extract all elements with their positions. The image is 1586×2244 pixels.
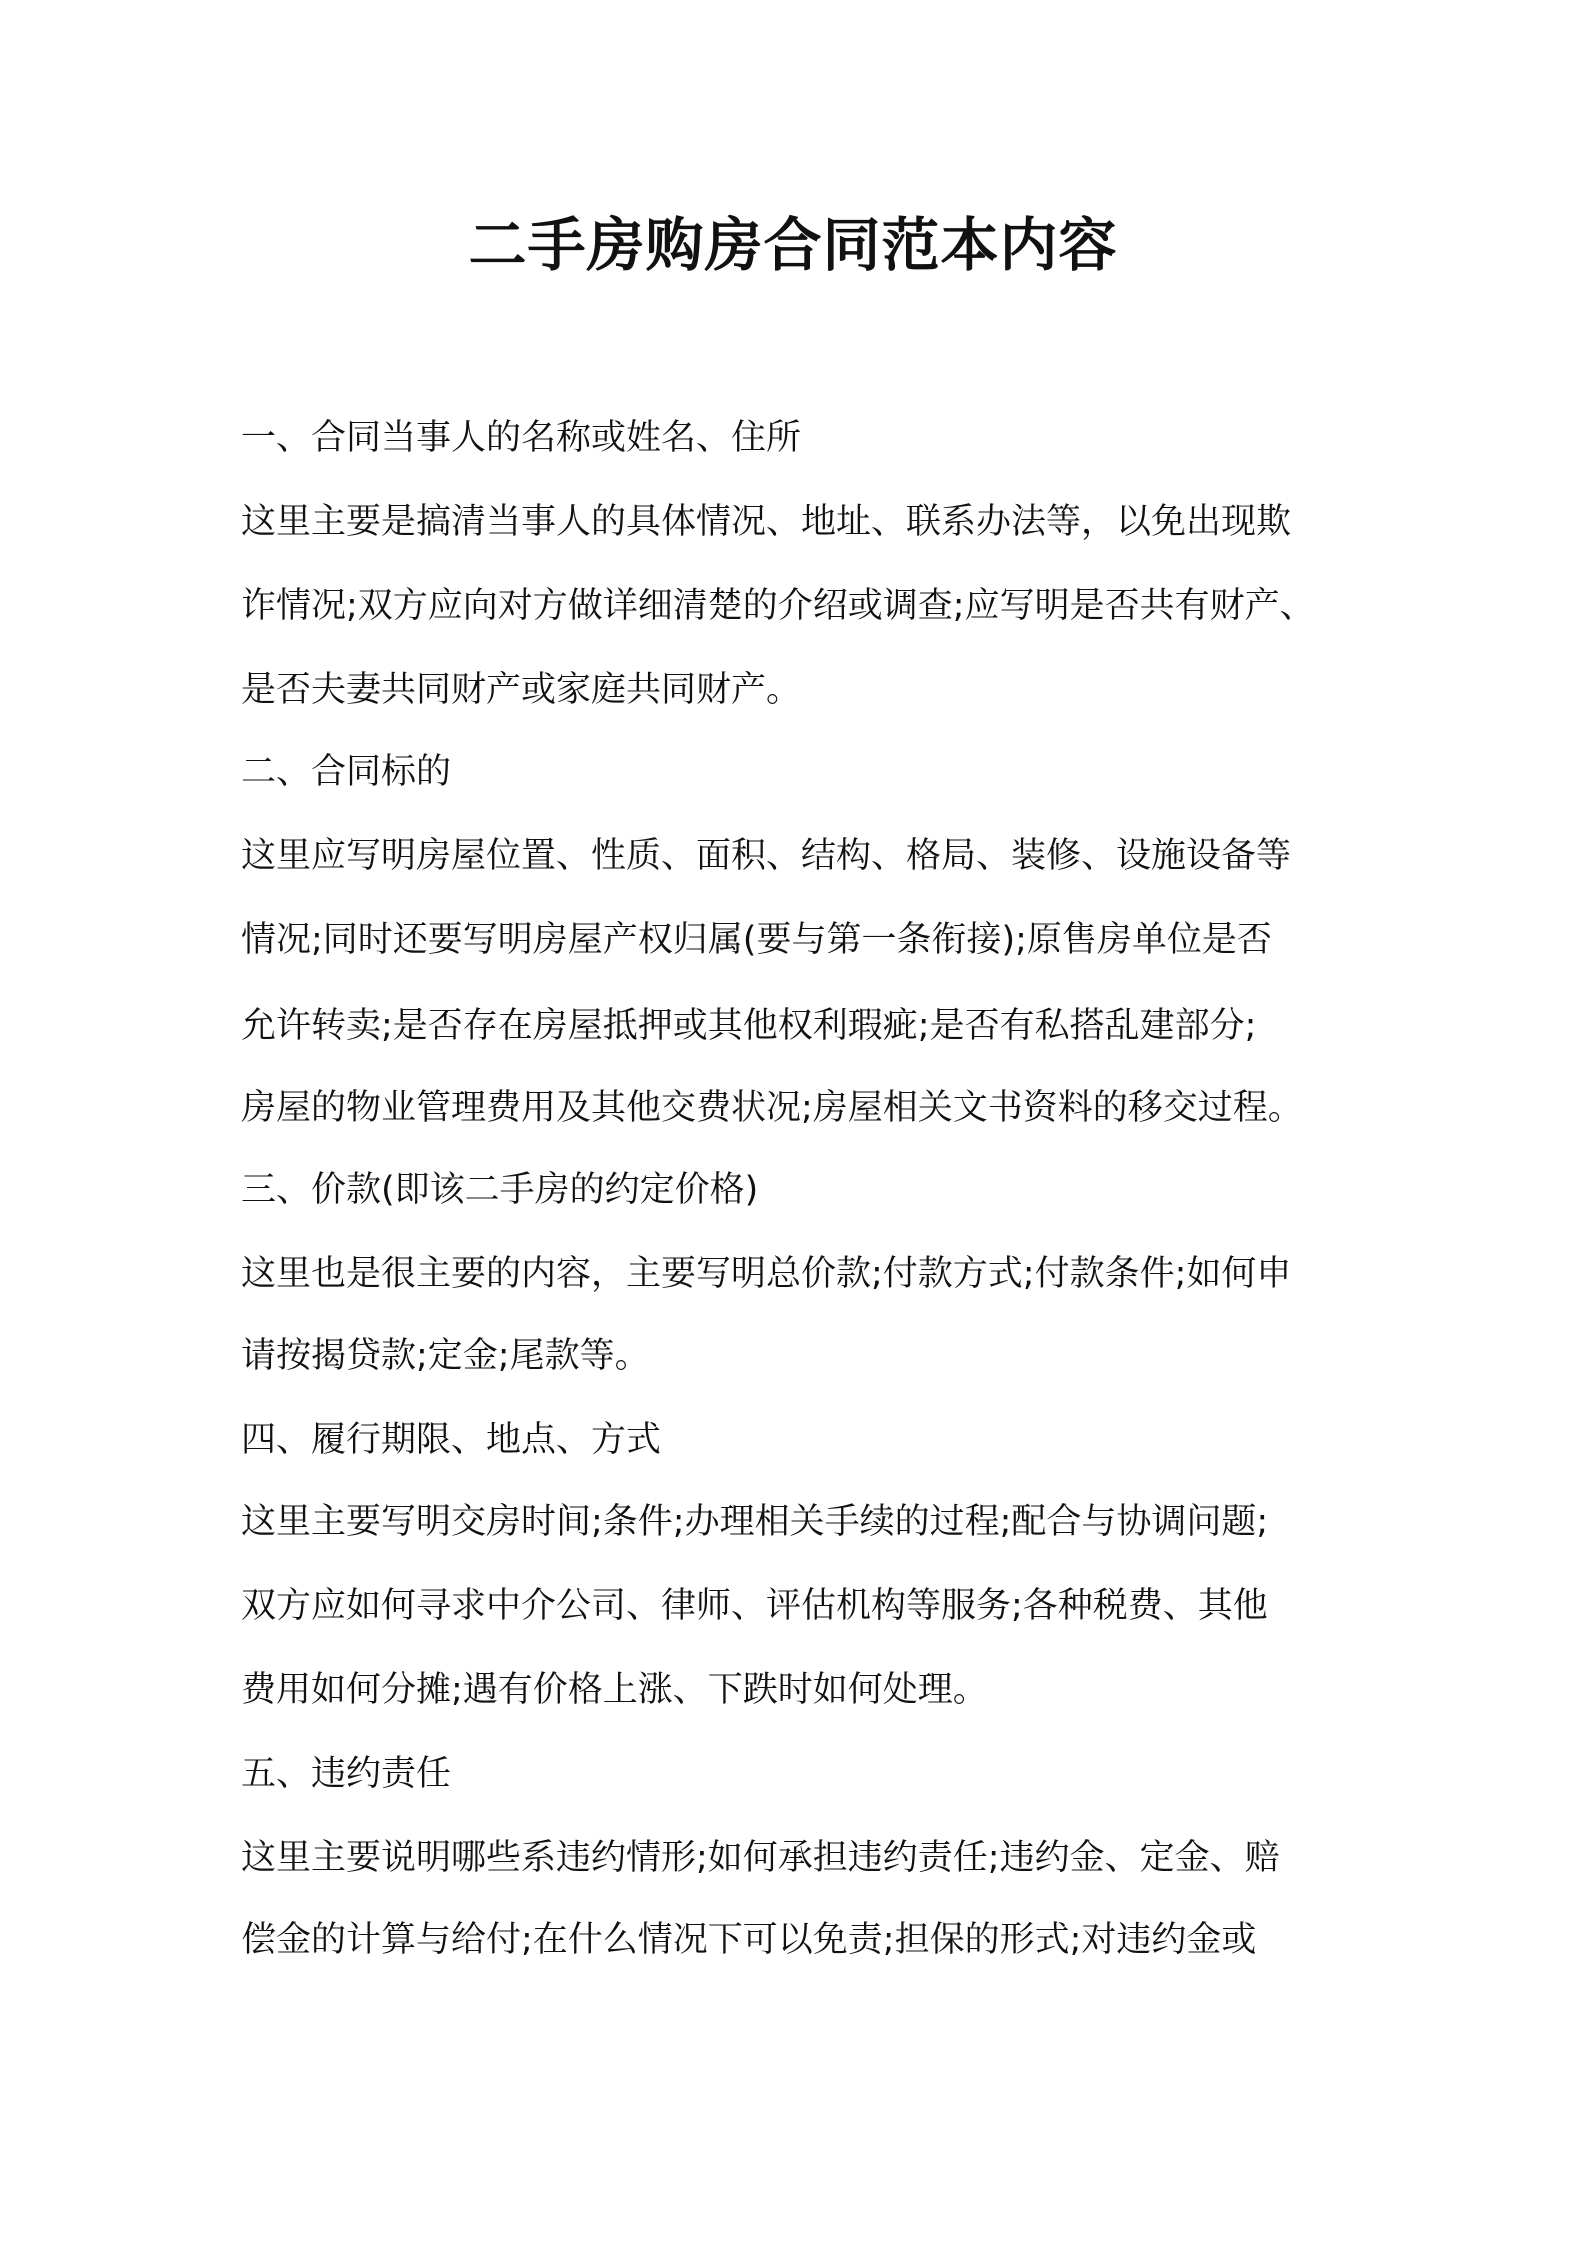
paragraph-line: 这里主要说明哪些系违约情形;如何承担违约责任;违约金、定金、赔 — [241, 1838, 1280, 1878]
paragraph-line: 是否夫妻共同财产或家庭共同财产。 — [241, 670, 802, 710]
paragraph-line: 费用如何分摊;遇有价格上涨、下跌时如何处理。 — [241, 1670, 988, 1710]
paragraph-line: 这里也是很主要的内容，主要写明总价款;付款方式;付款条件;如何申 — [241, 1254, 1292, 1294]
section-heading: 三、价款(即该二手房的约定价格) — [241, 1170, 759, 1210]
section-heading: 五、违约责任 — [241, 1754, 452, 1794]
paragraph-line: 双方应如何寻求中介公司、律师、评估机构等服务;各种税费、其他 — [241, 1586, 1268, 1626]
paragraph-line: 允许转卖;是否存在房屋抵押或其他权利瑕疵;是否有私搭乱建部分; — [241, 1006, 1257, 1046]
paragraph-line: 这里应写明房屋位置、性质、面积、结构、格局、装修、设施设备等 — [241, 836, 1292, 876]
page-title: 二手房购房合同范本内容 — [468, 211, 1118, 279]
section-heading: 四、履行期限、地点、方式 — [241, 1420, 662, 1460]
section-heading: 一、合同当事人的名称或姓名、住所 — [241, 418, 802, 458]
paragraph-line: 情况;同时还要写明房屋产权归属(要与第一条衔接);原售房单位是否 — [241, 920, 1272, 960]
paragraph-line: 请按揭贷款;定金;尾款等。 — [241, 1336, 650, 1376]
paragraph-line: 诈情况;双方应向对方做详细清楚的介绍或调查;应写明是否共有财产、 — [241, 586, 1315, 626]
paragraph-line: 偿金的计算与给付;在什么情况下可以免责;担保的形式;对违约金或 — [241, 1920, 1257, 1960]
section-heading: 二、合同标的 — [241, 752, 452, 792]
paragraph-line: 这里主要是搞清当事人的具体情况、地址、联系办法等，以免出现欺 — [241, 502, 1292, 542]
paragraph-line: 这里主要写明交房时间;条件;办理相关手续的过程;配合与协调问题; — [241, 1502, 1269, 1542]
paragraph-line: 房屋的物业管理费用及其他交费状况;房屋相关文书资料的移交过程。 — [241, 1088, 1303, 1128]
